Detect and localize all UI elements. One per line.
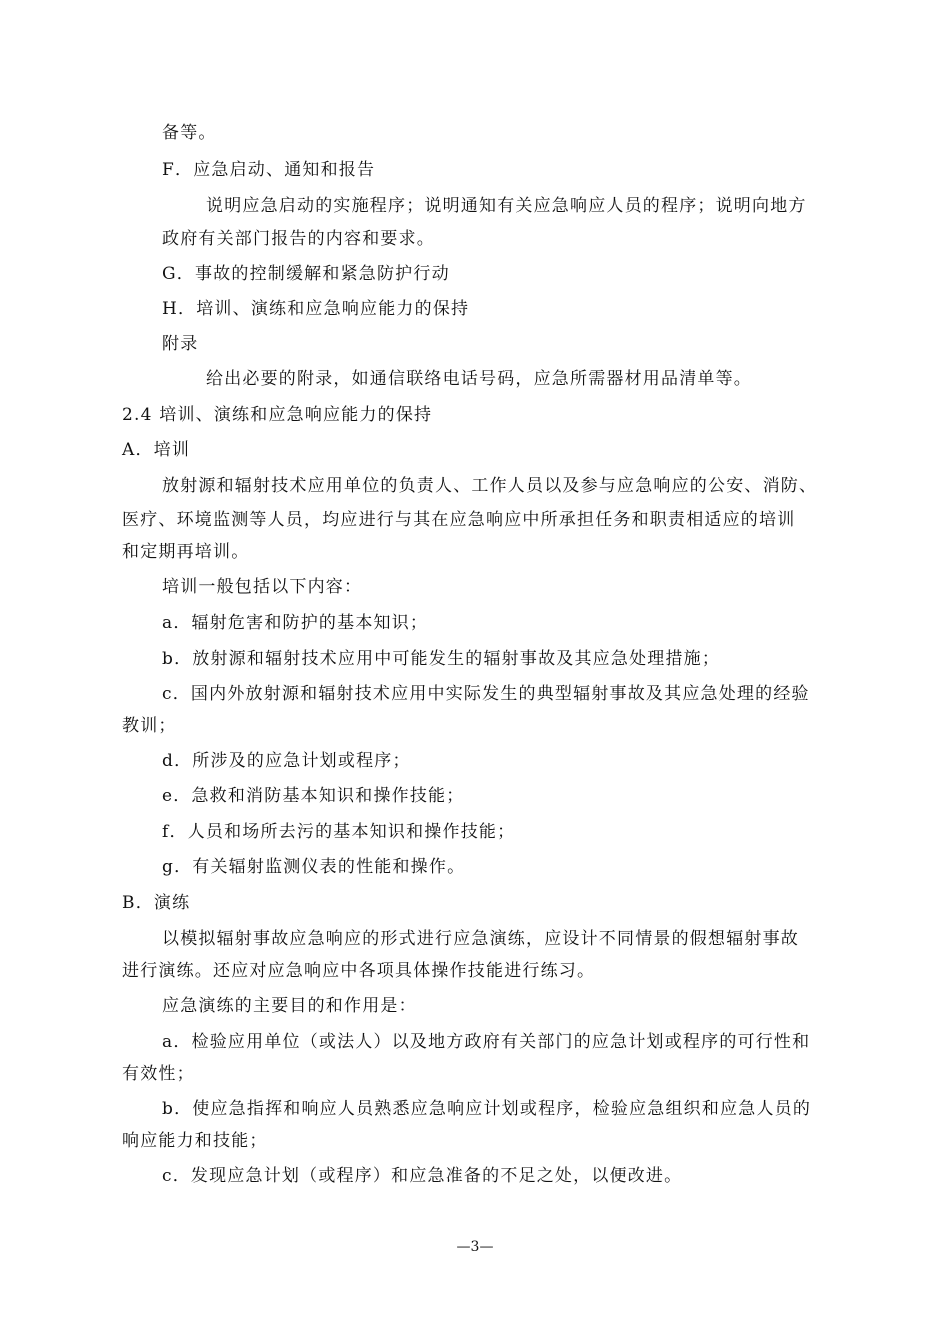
list-item-b: b．放射源和辐射技术应用中可能发生的辐射事故及其应急处理措施； bbox=[162, 649, 721, 669]
text-line-8: 给出必要的附录，如通信联络电话号码，应急所需器材用品清单等。 bbox=[206, 369, 752, 389]
page-number: —3— bbox=[456, 1239, 494, 1255]
subsection-heading-b: B．演练 bbox=[122, 893, 191, 913]
text-line-13: 和定期再培训。 bbox=[122, 542, 250, 562]
purpose-item-a: a．检验应用单位（或法人）以及地方政府有关部门的应急计划或程序的可行性和 bbox=[162, 1032, 811, 1052]
section-heading-h: H．培训、演练和应急响应能力的保持 bbox=[162, 299, 470, 319]
section-heading-2-4: 2.4 培训、演练和应急响应能力的保持 bbox=[122, 405, 433, 425]
text-line-1: 备等。 bbox=[162, 123, 217, 143]
purpose-item-c: c．发现应急计划（或程序）和应急准备的不足之处，以便改进。 bbox=[162, 1166, 683, 1186]
list-item-a: a．辐射危害和防护的基本知识； bbox=[162, 613, 429, 633]
section-heading-g: G．事故的控制缓解和紧急防护行动 bbox=[162, 264, 450, 284]
text-line-25: 进行演练。还应对应急响应中各项具体操作技能进行练习。 bbox=[122, 961, 596, 981]
section-heading-f: F．应急启动、通知和报告 bbox=[162, 160, 376, 180]
text-line-14: 培训一般包括以下内容： bbox=[162, 577, 363, 597]
list-item-c-cont: 教训； bbox=[122, 716, 177, 736]
list-item-e: e．急救和消防基本知识和操作技能； bbox=[162, 786, 465, 806]
purpose-item-a-cont: 有效性； bbox=[122, 1064, 195, 1084]
text-line-26: 应急演练的主要目的和作用是： bbox=[162, 996, 417, 1016]
list-item-g: g．有关辐射监测仪表的性能和操作。 bbox=[162, 857, 466, 877]
text-line-3: 说明应急启动的实施程序；说明通知有关应急响应人员的程序；说明向地方 bbox=[206, 196, 807, 216]
text-line-4: 政府有关部门报告的内容和要求。 bbox=[162, 229, 435, 249]
list-item-c: c．国内外放射源和辐射技术应用中实际发生的典型辐射事故及其应急处理的经验 bbox=[162, 684, 810, 704]
purpose-item-b-cont: 响应能力和技能； bbox=[122, 1131, 268, 1151]
text-line-11: 放射源和辐射技术应用单位的负责人、工作人员以及参与应急响应的公安、消防、 bbox=[162, 476, 818, 496]
purpose-item-b: b．使应急指挥和响应人员熟悉应急响应计划或程序，检验应急组织和应急人员的 bbox=[162, 1099, 812, 1119]
appendix-heading: 附录 bbox=[162, 334, 199, 354]
text-line-12: 医疗、环境监测等人员，均应进行与其在应急响应中所承担任务和职责相适应的培训 bbox=[122, 510, 796, 530]
list-item-f: f．人员和场所去污的基本知识和操作技能； bbox=[162, 822, 516, 842]
list-item-d: d．所涉及的应急计划或程序； bbox=[162, 751, 411, 771]
text-line-24: 以模拟辐射事故应急响应的形式进行应急演练，应设计不同情景的假想辐射事故 bbox=[162, 929, 799, 949]
subsection-heading-a: A．培训 bbox=[122, 440, 191, 460]
